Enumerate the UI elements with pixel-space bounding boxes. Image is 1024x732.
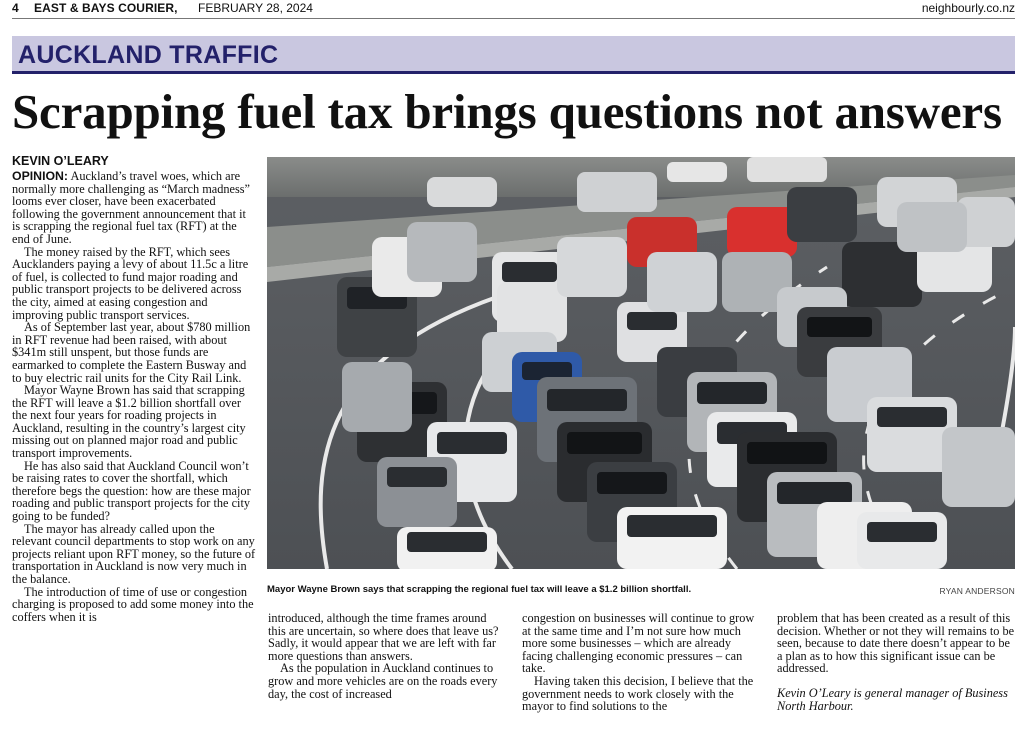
paragraph-6: The mayor has already called upon the relevant council departments to stop work on any projects reliant upon RFT money, so the future of transportation in Auckland is now very much in the balance. <box>12 521 256 586</box>
paragraph-1 <box>12 170 256 246</box>
issue-date: FEBRUARY 28, 2024 <box>198 1 313 15</box>
paragraph-7-end: introduced, although the time frames around this are uncertain, so where does that leave us? Sadly, it would appear that we are left with far more questions than answers. <box>268 611 499 663</box>
header-divider <box>12 18 1015 19</box>
paragraph-3: As of September last year, about $780 million in RFT revenue had been raised, with about $341m still unspent, but those funds are earmarked to complete the Eastern Busway and to buy electric rail units for the City Rail Link. <box>12 320 251 385</box>
article-column-1 <box>12 170 256 623</box>
author-signoff: Kevin O’Leary is general manager of Business North Harbour. <box>777 685 1008 713</box>
paragraph-8-start: As the population in Auckland continues to grow and more vehicles are on the roads every day, the cost of increased <box>268 661 498 701</box>
paragraph-8-end: congestion on businesses will continue to grow at the same time and I’m not sure how much more some businesses – which are already facing challenging economic pressures – can take. <box>522 611 755 676</box>
paragraph-5: He has also said that Auckland Council won’t be raising rates to cover the shortfall, which therefore begs the question: how are these major roading and public transport projects for the city going to be funded? <box>12 458 251 524</box>
article-column-3 <box>522 612 758 713</box>
byline: KEVIN O’LEARY <box>12 154 109 168</box>
headline: Scrapping fuel tax brings questions not answers <box>12 84 1002 139</box>
article-column-4 <box>777 612 1015 712</box>
page-number: 4 <box>12 1 19 15</box>
article-column-2 <box>268 612 504 700</box>
traffic-photo <box>267 157 1015 569</box>
publication-name: EAST & BAYS COURIER, <box>34 1 178 15</box>
photo-caption: Mayor Wayne Brown says that scrapping the regional fuel tax will leave a $1.2 billion shortfall. <box>267 584 692 595</box>
paragraph-9-end: problem that has been created as a result of this decision. Whether or not they will remains to be seen, because to date there doesn’t appear to be a plan as to how this significant issue can be addressed. <box>777 611 1015 676</box>
photo-credit: RYAN ANDERSON <box>939 586 1015 596</box>
paragraph-2: The money raised by the RFT, which sees Aucklanders paying a levy of about 11.5c a litre of fuel, is collected to fund major roading and public transport projects to be delivered across the city, aimed at easing congestion and improving public transport services. <box>12 244 249 322</box>
paragraph-7-start: The introduction of time of use or congestion charging is proposed to add some money into the coffers when it is <box>12 584 254 624</box>
opinion-label: OPINION: <box>12 169 69 183</box>
section-banner <box>12 36 1015 74</box>
paragraph-1-text: Auckland’s travel woes, which are normally more challenging as “March madness” looms ever closer, have been exacerbated following the government announcement that it is scrapping the regional fuel tax (RFT) at the end of June. <box>12 169 250 246</box>
website-link[interactable]: neighbourly.co.nz <box>921 1 1015 15</box>
page-header <box>12 0 1015 16</box>
paragraph-9-start: Having taken this decision, I believe that the government needs to work closely with the mayor to find solutions to the <box>522 673 754 714</box>
paragraph-4: Mayor Wayne Brown has said that scrapping the RFT will leave a $1.2 billion shortfall over the next four years for roading projects in Auckland, resulting in the country’s largest city missing out on planned major road and public transport improvements. <box>12 383 246 461</box>
motorway-traffic-image <box>267 157 1015 569</box>
section-label: AUCKLAND TRAFFIC <box>18 41 279 69</box>
